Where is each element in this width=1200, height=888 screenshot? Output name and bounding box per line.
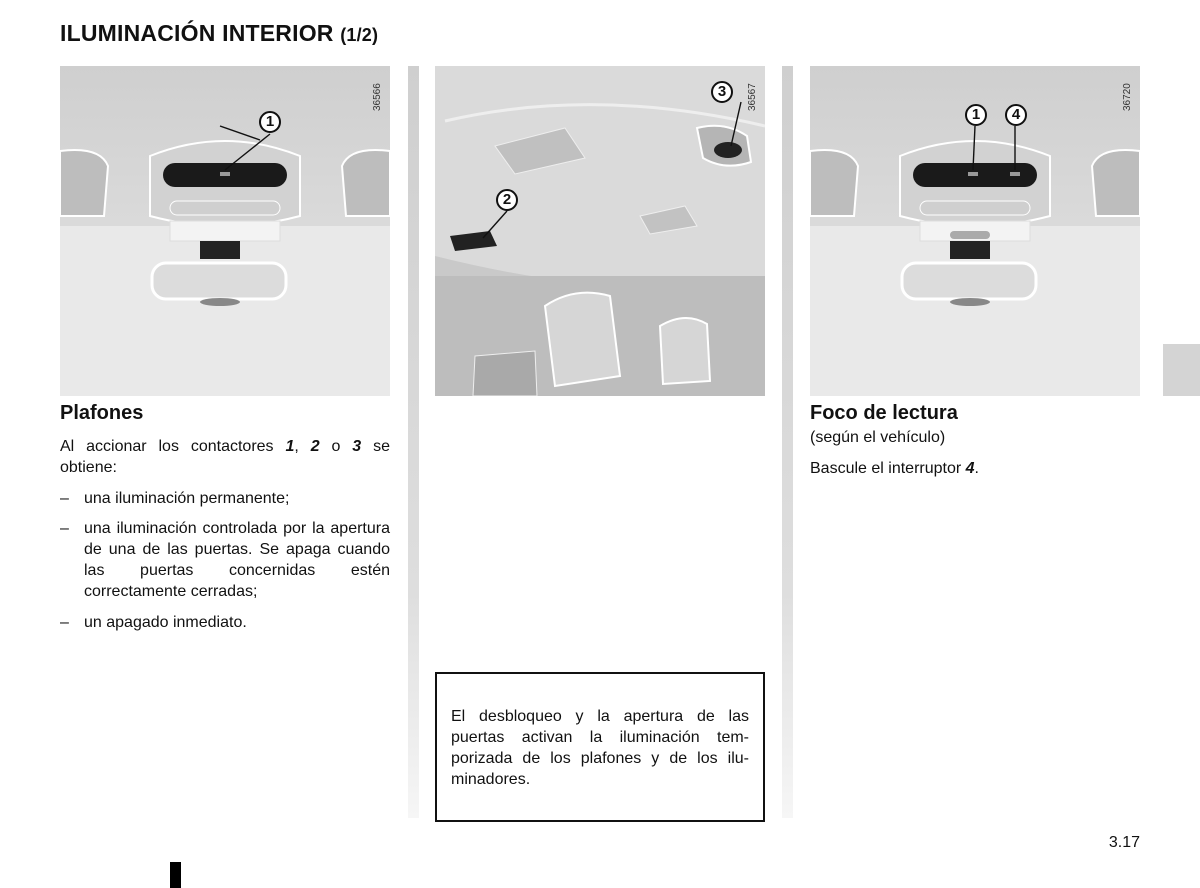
ref-2: 2 (310, 438, 320, 455)
rear-ceiling-illustration (435, 66, 765, 396)
list-item-text: un apagado inmediato. (84, 614, 247, 631)
figure-dome-light (60, 66, 390, 396)
intro-separator: o (319, 438, 353, 455)
dome-light-illustration (60, 66, 390, 396)
list-item (60, 612, 390, 633)
plafones-intro (60, 436, 390, 478)
figure-number: 36720 (1122, 83, 1133, 111)
list-item-text: una iluminación controlada por la apertura de una de las puertas. Se apaga cuando las puertas concernidas estén correctamente cerradas; (84, 520, 390, 600)
ref-1: 1 (285, 438, 295, 455)
ref-3: 3 (352, 438, 362, 455)
section-tab (1163, 344, 1200, 396)
section-heading-plafones: Plafones (60, 402, 144, 424)
foco-instruction (810, 458, 1140, 479)
instruction-text: Bascule el interruptor (810, 460, 966, 477)
title-text: ILUMINACIÓN INTERIOR (60, 20, 334, 46)
list-item-text: una iluminación permanente; (84, 490, 290, 507)
title-part: (1/2) (340, 25, 379, 45)
note-text: El desbloqueo y la apertura de las puertas activan la iluminación temporizada de los plafones y de los iluminadores. (451, 708, 749, 788)
callout-1: 1 (965, 104, 987, 126)
callout-1: 1 (259, 111, 281, 133)
crop-mark (170, 862, 181, 888)
column-divider (782, 66, 793, 818)
column-divider (408, 66, 419, 818)
list-dash: – (60, 520, 69, 537)
intro-text: se obtiene: (60, 438, 390, 476)
figure-reading-light (810, 66, 1140, 396)
callout-2: 2 (496, 189, 518, 211)
figure-rear-ceiling (435, 66, 765, 396)
foco-subtitle: (según el vehículo) (810, 429, 946, 446)
note-box (435, 672, 765, 822)
list-dash: – (60, 490, 69, 507)
section-heading-foco: Foco de lectura (810, 402, 958, 424)
page-title (60, 20, 378, 47)
figure-number: 36566 (372, 83, 383, 111)
intro-separator: , (294, 438, 311, 455)
list-item (60, 488, 390, 509)
callout-3: 3 (711, 81, 733, 103)
list-dash: – (60, 614, 69, 631)
intro-text: Al accionar los contactores (60, 438, 286, 455)
list-item (60, 518, 390, 602)
instruction-text: . (974, 460, 979, 477)
callout-4: 4 (1005, 104, 1027, 126)
page-number: 3.17 (1108, 834, 1140, 851)
ref-4: 4 (965, 460, 975, 477)
figure-number: 36567 (747, 83, 758, 111)
